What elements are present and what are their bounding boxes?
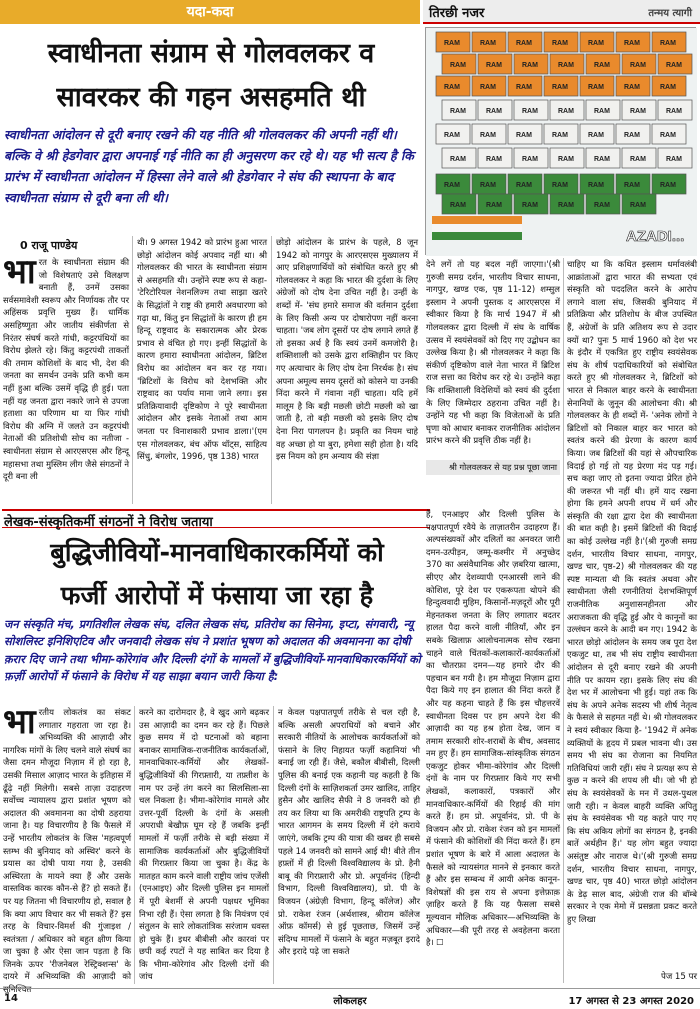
ram-crate-label: RAM (552, 182, 568, 189)
column-divider (271, 236, 272, 504)
ram-crate-label: RAM (558, 62, 574, 69)
ram-crate-label: RAM (516, 182, 532, 189)
ram-crate-label: RAM (660, 84, 676, 91)
ram-crate-label: RAM (558, 108, 574, 115)
ram-crate-label: RAM (594, 108, 610, 115)
article1-deck: स्वाधीनता आंदोलन से दूरी बनाए रखने की यह नीति श्री गोलवलकर की अपनी नहीं थी। बल्कि वे श्री हेडगेवार द्वारा अपनाई गई नीति का ही अनुसरण कर रहे थे। यह भी सत्य है कि प्रारंभ में स्वाधीनता आंदोलन में हिस्सा लेने वाले श्री हेडगेवार ने संघ की स्थापना के बाद स्वाधीनता संग्राम से दूरी बना ली थी। (4, 127, 414, 205)
ram-crate-label: RAM (552, 132, 568, 139)
article2-column-4: हैं, एनआइए और दिल्ली पुलिस के पक्षपातपूर्ण रवैये के ताज़ातरीन उदाहरण हैं। अल्पसंख्यकों और दलितों का अनवरत जारी दमन-उत्पीड़न, जम्मू-कश्मीर में अनुच्छेद 370 का असंवैधानिक और ज़बरिया खात्मा, सीएए और देशव्यापी एनआरसी लाने की कोशिश, पूरे देश पर एकरूपता थोपने की हिन्दुत्ववादी मुहिम, किसानों-मज़दूरों और पूरी मेहनतकश जनता के लिए लगातार बदतर हालत पैदा करने वाली नीतियाँ, और इन सबके खिलाफ़ आलोचनात्मक सोच रखना चाहने वाले चिंतकों-कलाकारों-कार्यकर्ताओं का चौतरफ़ा दमन—यह हमारे दौर की पहचान बन गयी है। हम मौजूदा निज़ाम द्वारा पैदा किये गए इन हालात की निंदा करते हैं और यह कहना चाहते हैं कि इस चौहत्तरवें स्वाधीनता दिवस पर हम अपने देश की आज़ादी का यह हश्र होता देख, जान व तमाम सरकारी शोर-शराबों के बीच, अवसाद नम हुए हैं। हम सामाजिक-सांस्कृतिक संगठन एकजुट होकर भीमा-कोरेगांव और दिल्ली दंगों के नाम पर गिरफ़्तार किये गए सभी लेखकों, कलाकारों, पत्रकारों और मानवाधिकार-कर्मियों की रिहाई की मांग करते हैं। हम प्रो. अपूर्वानंद, प्रो. पी के विजयन और प्रो. राकेश रंजन को इन मामलों में फंसाने की कोशिशों की निंदा करते हैं। हम प्रशांत भूषण के बारे में आला अदालत के फैसले को न्यायसंगत मानने से इनकार करते हैं और इस सम्बन्ध में आयी अनेक कानून-विशेषज्ञों की इस राय से अपना इत्तेफ़ाक़ ज़ाहिर करते हैं कि यह फैसला सबसे मूल्यवान मौलिक अधिकार—अभिव्यक्ति के अधिकार—की पूरी तरह से अवहेलना करता है। ☐ (426, 509, 560, 948)
ram-crate-label: RAM (444, 40, 460, 47)
column-divider (134, 706, 135, 984)
ram-crate-label: RAM (486, 202, 502, 209)
page-footer (0, 988, 700, 1009)
ram-crate-label: RAM (630, 62, 646, 69)
article1-headline-line2: सावरकर की गहन असहमति थी (56, 82, 366, 113)
column-divider (273, 706, 274, 984)
article1-column-5: चाहिए था कि कथित इस्लाम धर्मावलंबी आक्रांताओं द्वारा भारत की सभ्यता एवं संस्कृति को पददलित करने के आरोप लगाने वाला संघ, जिसकी बुनियाद में प्रतिक्रिया और प्रतिशोध के बीज उपस्थित हैं, अंग्रेजों के प्रति अतिशय रूप से उदार क्यों था? पुनः 5 मार्च 1960 को देश भर के इंदौर में एकत्रित हुए राष्ट्रीय स्वयंसेवक संघ के शीर्ष पदाधिकारियों को संबोधित करते हुए श्री गोलवलकर ने, ब्रिटिशों को भारत से निकाल बाहर करने के स्वाधीनता सेनानियों के जुनून की आलोचना की। श्री गोलवलकर के ही शब्दों में- 'अनेक लोगों ने ब्रिटिशों को निकाल बाहर कर भारत को स्वतंत्र करने की प्रेरणा के कारण कार्य किया। जब ब्रिटिशों की यहां से औपचारिक विदाई हो गई तो यह प्रेरणा मंद पड़ गई। सच कहा जाए तो इतना ज्यादा प्रेरित होने की जरूरत भी नहीं थी। हमें याद रखना होगा कि हमने अपनी शपथ में धर्म और संस्कृति की रक्षा द्वारा देश की स्वाधीनता की बात कही है। इसमें ब्रिटिशों की विदाई का कोई उल्लेख नहीं है।'(श्री गुरुजी समग्र दर्शन, भारतीय विचार साधना, नागपुर, खण्ड चार, पृष्ठ-2) श्री गोलवलकर की यह स्पष्ट मान्यता थी कि स्वतंत्र अथवा और स्वाधीनता जैसी रणनीतियां देशभक्तिपूर्ण राजनीतिक अनुशासनहीनता और अराजकता की वृद्धि हुई और ये कानूनों का उल्लंघन करने के आदी बन गए। 1942 के भारत छोड़ो आंदोलन के समय जब पूरा देश एकजुट था, तब भी संघ राष्ट्रीय स्वाधीनता आंदोलन से दूरी बनाए रखने की अपनी नीति पर कायम रहा। इसके लिए संघ की देश भर में आलोचना भी हुई। यहां तक कि संघ के अपने अनेक सदस्य भी शीर्ष नेतृत्व के फैसले से सहमत नहीं थे। श्री गोलवलकर ने स्वयं स्वीकार किया है- '1942 में अनेक व्यक्तियों के हृदय में प्रबल भावना थी। उस समय भी संघ का रोजाना का नियमित गतिविधियां जारी रहीं। संघ ने प्रत्यक्ष रूप से कुछ न करने की शपथ ली थी। जो भी हो संघ के स्वयंसेवकों के मन में उथल-पुथल जारी रही। न केवल बाहरी व्यक्ति अपितु संघ के स्वयंसेवक भी यह कहते पाए गए कि संघ अकिय लोगों का संगठन है, इनकी बातें अर्थहीन हैं।' यह लोग बहुत ज्यादा असंतुष्ट और नाराज थे।'(श्री गुरुजी समग्र दर्शन, भारतीय विचार साधना, नागपुर, खण्ड चार, पृष्ठ 40) भारत छोड़ो आंदोलन के डेढ़ साल बाद, अंग्रेजी राज की बॉम्बे सरकार ने एक मेमो में प्रसन्नता प्रकट करते हुए लिखा (567, 259, 697, 924)
article1-pull-caption: श्री गोलवलकर से यह प्रश्न पूछा जाना (426, 460, 560, 475)
ram-crate-label: RAM (588, 182, 604, 189)
ram-crate-label: RAM (624, 40, 640, 47)
article1-col1-text: रत के स्वाधीनता संग्राम की जो विशेषताएं उसे विलक्षण बनाती हैं, उनमें उसका सर्वसमावेशी स्वरूप और निर्णायक तौर पर अहिंसक प्रवृत्ति मुख्य हैं। धार्मिक असहिष्णुता और जातीय संकीर्णता से निरंतर संघर्ष करते गांधी, कट्टरपंथियों का विरोध झेलते रहे। किंतु कट्टरपंथी ताकतों की तमाम कोशिशों के बाद भी, देश की जनता का समर्थन उनके प्रति कभी कम नहीं हुआ बल्कि उसमें वृद्धि ही हुई। पता नहीं यह जनता द्वारा नकारे जाने से उपजा हताशा का परिणाम था या फिर गांधी विरोध की अग्नि में जलते उन कट्टरपंथी नेताओं की प्रतिशोधी सोच का नतीजा - स्वाधीनता संग्राम से आरएसएस और हिन्दू महासभा तथा मुस्लिम लीग जैसे संगठनों ने दूरी बना ली (3, 257, 129, 482)
cartoon-section-title: तिरछी नजर (429, 6, 485, 21)
ram-crate-label: RAM (660, 182, 676, 189)
ram-crate-label: RAM (630, 156, 646, 163)
ram-crate-label: RAM (450, 62, 466, 69)
ram-crate-label: RAM (522, 202, 538, 209)
ram-crate-label: RAM (588, 132, 604, 139)
article1-column-2: थी। 9 अगस्त 1942 को प्रारंभ हुआ भारत छोड़ो आंदोलन कोई अपवाद नहीं था। श्री गोलवलकर की भारत के स्वाधीनता संग्राम से असहमति थी। उन्होंने स्पष्ट रूप से कहा- 'टेरिटोरियल नेशनलिज्म तथा साझा खतरे के सिद्धांतों ने राष्ट्र की हमारी अवधारणा को गढ़ा था, किंतु इन सिद्धांतों के कारण ही हम हिन्दू राष्ट्रवाद के सकारात्मक और प्रेरक प्रभाव से वंचित हो गए। इन्हीं सिद्धांतों के कारण हमारा स्वाधीनता आंदोलन, ब्रिटिश विरोध का आंदोलन बन कर रह गया। 'ब्रिटिशों के विरोध को देशभक्ति और राष्ट्रवाद का पर्याय माना जाने लगा। इस प्रतिक्रियावादी दृष्टिकोण ने पूरे स्वाधीनता आंदोलन और इसके नेताओं तथा आम जनता पर विनाशकारी प्रभाव डाला।'(एम एस गोलवलकर, बंच ऑफ थॉट्स, साहित्य सिंधु, बंगलोर, 1996, पृष्ठ 138) भारत (137, 237, 267, 462)
ram-crate-label: RAM (480, 84, 496, 91)
article1-column-3: छोड़ो आंदोलन के प्रारंभ के पहले, 8 जून 1942 को नागपुर के आरएसएस मुख्यालय में आए प्रशिक्षणार्थियों को संबोधित करते हुए श्री गोलवलकर ने कहा कि भारत की दुर्दशा के लिए अंग्रेजों को दोष देना उचित नहीं है। उन्हीं के शब्दों में- 'संघ हमारे समाज की वर्तमान दुर्दशा के लिए किसी अन्य पर दोषारोपण नहीं करना चाहता। 'जब लोग दूसरों पर दोष लगाने लगते हैं तो इसका अर्थ है कि स्वयं उनमें कमजोरी है। शक्तिशाली को उसके द्वारा शक्तिहीन पर किए गए अत्याचार के लिए दोष देना निरर्थक है। संघ अपना अमूल्य समय दूसरों को कोसने या उनकी निंदा करने में गंवाना नहीं चाहता। यदि हमें मालूम है कि बड़ी मछली छोटी मछली को खा जाती है, तो बड़ी मछली को इसके लिए दोष देना निरा पागलपन है। प्रकृति का नियम चाहे वह अच्छा हो या बुरा, हमेशा सही होता है। यदि इस नियम को हम अन्याय की संज्ञा (276, 237, 418, 462)
ram-crate-label: RAM (480, 132, 496, 139)
cartoon-illustration (426, 28, 697, 256)
ram-crate-label: RAM (666, 62, 682, 69)
article1-column-1 (3, 252, 129, 506)
column-divider (563, 258, 564, 983)
azadi-text: AZADI... (626, 228, 685, 245)
article2-headline-line1: बुद्धिजीवियों-मानवाधिकारकर्मियों को (50, 538, 384, 568)
ram-crate-label: RAM (450, 108, 466, 115)
ram-crate-label: RAM (558, 202, 574, 209)
article2-deck: जन संस्कृति मंच, प्रगतिशील लेखक संघ, दलित लेखक संघ, प्रतिरोध का सिनेमा, इप्टा, संगवारी, न्यू सोशलिस्ट इनिशिएटिव और जनवादी लेखक संघ ने प्रशांत भूषण को अदालत की अवमानना का दोषी क़रार दिए जाने तथा भीमा-कोरेगांव और दिल्ली दंगों के मामलों में बुद्धिजीवियों-मानवाधिकारकर्मियों को फ़र्ज़ी आरोपों में फंसाने के विरोध में यह साझा बयान जारी किया है: (4, 618, 421, 683)
ram-crate-label: RAM (486, 62, 502, 69)
ram-crate-label: RAM (516, 132, 532, 139)
ram-crate-label: RAM (624, 182, 640, 189)
ram-crate-label: RAM (486, 108, 502, 115)
article1-column-4: देने लगें तो यह बदल नहीं जाएगा।'(श्री गुरुजी समग्र दर्शन, भारतीय विचार साधना, नागपुर, खण्ड एक, पृष्ठ 11-12) शम्सुल इस्लाम ने अपनी पुस्तक द आरएसएस में स्वीकार किया है कि मार्च 1947 में श्री गोलवलकर द्वारा दिल्ली में संघ के वार्षिक उत्सव में स्वयंसेवकों को दिए गए उद्बोधन का उल्लेख किया है। श्री गोलवलकर ने कहा कि संकीर्ण दृष्टिकोण वाले नेता भारत में ब्रिटिश राज सत्ता का विरोध कर रहे थे। उन्होंने कहा कि शक्तिशाली विदेशियों को स्वयं की दुर्दशा के लिए जिम्मेदार ठहराना उचित नहीं है। उन्होंने यह भी कहा कि विजेताओं के प्रति घृणा को आधार बनाकर राजनीतिक आंदोलन प्रारंभ करने की प्रवृत्ति ठीक नहीं है। (426, 259, 560, 446)
ram-crate-label: RAM (486, 156, 502, 163)
ram-crate-label: RAM (516, 40, 532, 47)
ram-crate-label: RAM (480, 182, 496, 189)
ram-crate-label: RAM (624, 84, 640, 91)
ram-crate-label: RAM (588, 84, 604, 91)
ram-crate-label: RAM (444, 182, 460, 189)
article1-byline: 0 राजू पाण्डेय (20, 239, 78, 252)
ram-crate-label: RAM (516, 84, 532, 91)
ram-crate-label: RAM (450, 156, 466, 163)
ram-crate-label: RAM (480, 40, 496, 47)
ram-crate-label: RAM (522, 156, 538, 163)
continued-note: पेज 15 पर (660, 972, 697, 982)
ram-crate-label: RAM (588, 40, 604, 47)
ram-crate-label: RAM (594, 62, 610, 69)
ram-crate-label: RAM (552, 40, 568, 47)
column-divider (132, 236, 133, 504)
article2-column-2: करने का दारोमदार है, वे खुद आगे बढ़कर उस आज़ादी का दमन कर रहे हैं। पिछले कुछ समय में दो घटनाओं को बहाना बनाकर सामाजिक-राजनीतिक कार्यकर्ताओं, मानवाधिकार-कर्मियों और लेखकों-बुद्धिजीवियों की गिरफ़्तारी, या तफ़्तीश के नाम पर उन्हें तंग करने का सिलसिला-सा चल निकला है। भीमा-कोरेगांव मामले और उत्तर-पूर्वी दिल्ली के दंगों के असली अपराधी बेखौफ़ घूम रहे हैं जबकि इन्हीं मामलों में फर्ज़ी तरीके से बड़ी संख्या में सामाजिक कार्यकर्ताओं और बुद्धिजीवियों की गिरफ़्तार किया जा चुका है। केंद्र के मातहत काम करने वाली राष्ट्रीय जांच एजेंसी (एनआइए) और दिल्ली पुलिस इन मामलों में पूरी बेशर्मी से अपनी पक्षधर भूमिका निभा रही हैं। ऐसा लगता है कि नियंत्रण एवं संतुलन के सारे लोकतांत्रिक सरंजाम धवस्त हो चुके हैं। इधर बीबीसी और कारवां पर छपी कई रपटों ने यह साबित कर दिया है कि भीमा-कोरेगांव और दिल्ली दंगों की जांच (139, 707, 269, 982)
article2-dropcap: भा (3, 702, 36, 742)
ram-crate-label: RAM (660, 40, 676, 47)
ram-crate-label: RAM (660, 132, 676, 139)
article2-headline (4, 532, 430, 618)
ram-crate-label: RAM (666, 108, 682, 115)
ram-crate-label: RAM (594, 156, 610, 163)
ram-crate-label: RAM (630, 202, 646, 209)
ram-crate-label: RAM (444, 84, 460, 91)
cartoon-header (423, 0, 700, 24)
ram-crate-label: RAM (624, 132, 640, 139)
ram-crate-label: RAM (450, 202, 466, 209)
cartoon-artist: तन्मय त्यागी (648, 8, 692, 19)
issue-date: 17 अगस्त से 23 अगस्त 2020 (568, 996, 694, 1007)
ram-crate-label: RAM (558, 156, 574, 163)
ram-crate-label: RAM (522, 62, 538, 69)
article2-headline-line2: फर्जी आरोपों में फंसाया जा रहा है (60, 581, 374, 611)
article2-section-label: लेखक-संस्कृतिकर्मी संगठनों ने विरोध जताया (2, 509, 430, 528)
ram-crate-label: RAM (666, 156, 682, 163)
article2-column-1: भारतीय लोकतंत्र का संकट लगातार गहराता जा रहा है। अभिव्यक्ति की आज़ादी और नागरिक मांगों के लिए चलने वाले संघर्ष का जैसा दमन मौजूदा निज़ाम में हो रहा है, उसकी मिसाल आज़ाद भारत के इतिहास में ढूँढ़े नहीं मिलेगी। सबसे ताज़ा उदाहरण सर्वोच्च न्यायालय द्वारा प्रशांत भूषण को अदालत की अवमानना का दोषी ठहराया जाना है। यह विचारणीय है कि फैसले में उन्हें भारतीय लोकतंत्र के जिस 'महत्वपूर्ण स्तम्भ की बुनियाद को अस्थिर' करने के प्रयास का दोषी पाया गया है, उसकी अस्थिरता के मायने क्या हैं और उसके वास्तविक कारक कौन-से हैं? हो सकते हैं। पर यह जितना भी विचारणीय हो, सवाल है कि क्या आप विचार कर भी सकते हैं? इस तरह के विचार-विमर्श की गुंजाइश / स्वतंत्रता / अधिकार को बहुत क्षीण किया जा चुका है और ऐसा जान पड़ता है कि जिनके ऊपर 'रीजनेबल रेस्ट्रिक्शन्स' के दायरे में अभिव्यक्ति की आज़ादी को सुनिश्चित (3, 702, 131, 995)
ram-crate-label: RAM (594, 202, 610, 209)
cartoon-image (425, 27, 696, 255)
ram-crate-label: RAM (630, 108, 646, 115)
article1-headline-line1: स्वाधीनता संग्राम से गोलवलकर व (47, 38, 375, 69)
end-mark: ☐ (436, 937, 444, 948)
ram-crate-label: RAM (444, 132, 460, 139)
article2-column-3: न केवल पक्षपातपूर्ण तरीके से चल रही है, बल्कि असली अपराधियों को बचाने और सरकारी नीतियों के आलोचक कार्यकर्ताओं को फंसाने के लिए निहायत फर्ज़ी कहानियां भी बनाई जा रही हैं। जैसे, बकौल बीबीसी, दिल्ली पुलिस की बनाई एक कहानी यह कहती है कि दिल्ली दंगों के साज़िशकर्ता उमर खालिद, ताहिर हुसैन और खालिद सैफी ने 8 जनवरी को ही तय कर लिया था कि अमरीकी राष्ट्रपति ट्रम्प के भारत आगमन के समय दिल्ली में दंगे कराये जाएंगे, जबकि ट्रम्प की यात्रा की खबर ही सबसे पहले 14 जनवरी को सामने आई थी! बीते तीन हफ़्तों में ही दिल्ली विश्वविद्यालय के प्रो. हैनी बाबू की गिरफ़्तारी और प्रो. अपूर्वानंद (हिन्दी विभाग, दिल्ली विश्वविद्यालय), प्रो. पी के विजयन (अंग्रेज़ी विभाग, हिन्दू कॉलेज) और प्रो. राकेश रंजन (अर्थशास्त्र, श्रीराम कॉलेज ऑफ़ कॉमर्स) से हुई पूछताछ, जिसमें उन्हें संदिग्ध मामलों में फंसाने के बहुत मज़बूत इरादे और इरादे पढ़े जा सकते (278, 707, 420, 957)
article1-dropcap: भा (3, 252, 36, 292)
publication-name: लोकलहर (333, 996, 367, 1007)
page-number: 14 (4, 993, 18, 1004)
ram-crate-label: RAM (552, 84, 568, 91)
ram-crate-label: RAM (522, 108, 538, 115)
section-header-bar (0, 0, 420, 24)
section-title: यदा-कदा (186, 4, 234, 20)
article1-headline (4, 32, 418, 120)
